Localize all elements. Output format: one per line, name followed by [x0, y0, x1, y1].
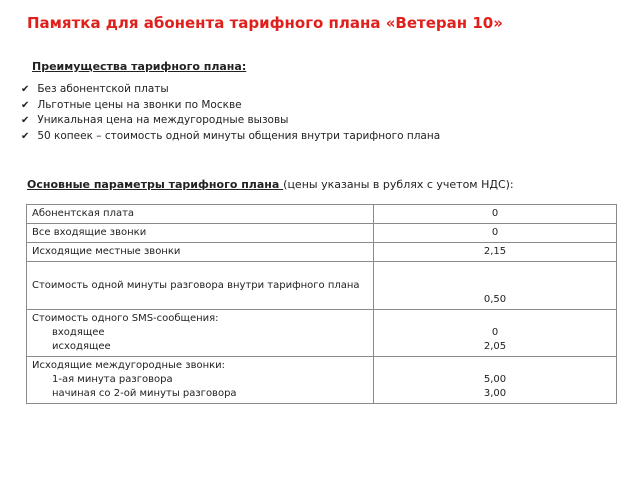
param-label: Исходящие междугородные звонки: — [32, 360, 226, 371]
param-value: 0,50 — [374, 262, 617, 310]
advantage-text: 50 копеек – стоимость одной минуты общения внутри тарифного плана — [37, 129, 441, 142]
advantage-text: Льготные цены на звонки по Москве — [37, 98, 242, 111]
param-value-cell — [374, 310, 617, 357]
param-label-cell — [27, 310, 374, 357]
checkmark-icon: ✔ — [21, 115, 30, 126]
param-value: 0 — [374, 224, 617, 243]
page-title: Памятка для абонента тарифного плана «Ветеран 10» — [27, 14, 503, 32]
param-label: Исходящие местные звонки — [27, 243, 374, 262]
param-label: Все входящие звонки — [27, 224, 374, 243]
params-table — [26, 204, 617, 404]
param-value: 2,05 — [483, 341, 507, 352]
advantage-text: Без абонентской платы — [37, 83, 169, 95]
param-value: 3,00 — [483, 388, 507, 399]
advantages-list — [21, 82, 440, 144]
checkmark-icon: ✔ — [21, 99, 30, 111]
checkmark-icon: ✔ — [21, 84, 30, 95]
params-heading — [27, 178, 514, 191]
table-row — [27, 262, 617, 310]
param-label-cell — [27, 357, 374, 404]
param-sublabel: исходящее — [52, 341, 111, 352]
table-row — [27, 205, 617, 224]
table-row — [27, 357, 617, 404]
param-label: Стоимость одного SMS-сообщения: — [32, 313, 219, 324]
table-row — [27, 224, 617, 243]
param-value: 0 — [374, 205, 617, 224]
param-value: 2,15 — [374, 243, 617, 262]
list-item — [21, 82, 440, 98]
param-value-cell — [374, 357, 617, 404]
param-label: Абонентская плата — [27, 205, 374, 224]
param-sublabel: 1-ая минута разговора — [52, 374, 173, 385]
list-item — [21, 113, 440, 129]
param-value: 0 — [491, 327, 499, 338]
advantages-heading: Преимущества тарифного плана: — [32, 60, 247, 73]
param-value: 5,00 — [483, 374, 507, 385]
table-row — [27, 310, 617, 357]
checkmark-icon: ✔ — [21, 130, 30, 142]
param-sublabel: начиная со 2-ой минуты разговора — [52, 388, 237, 399]
advantage-text: Уникальная цена на междугородные вызовы — [37, 114, 289, 126]
list-item — [21, 129, 440, 145]
param-label: Стоимость одной минуты разговора внутри тарифного плана — [27, 262, 374, 310]
list-item — [21, 98, 440, 114]
table-row — [27, 243, 617, 262]
params-heading-note: (цены указаны в рублях с учетом НДС): — [283, 178, 514, 191]
params-heading-title: Основные параметры тарифного плана — [27, 178, 284, 191]
param-sublabel: входящее — [52, 327, 105, 338]
